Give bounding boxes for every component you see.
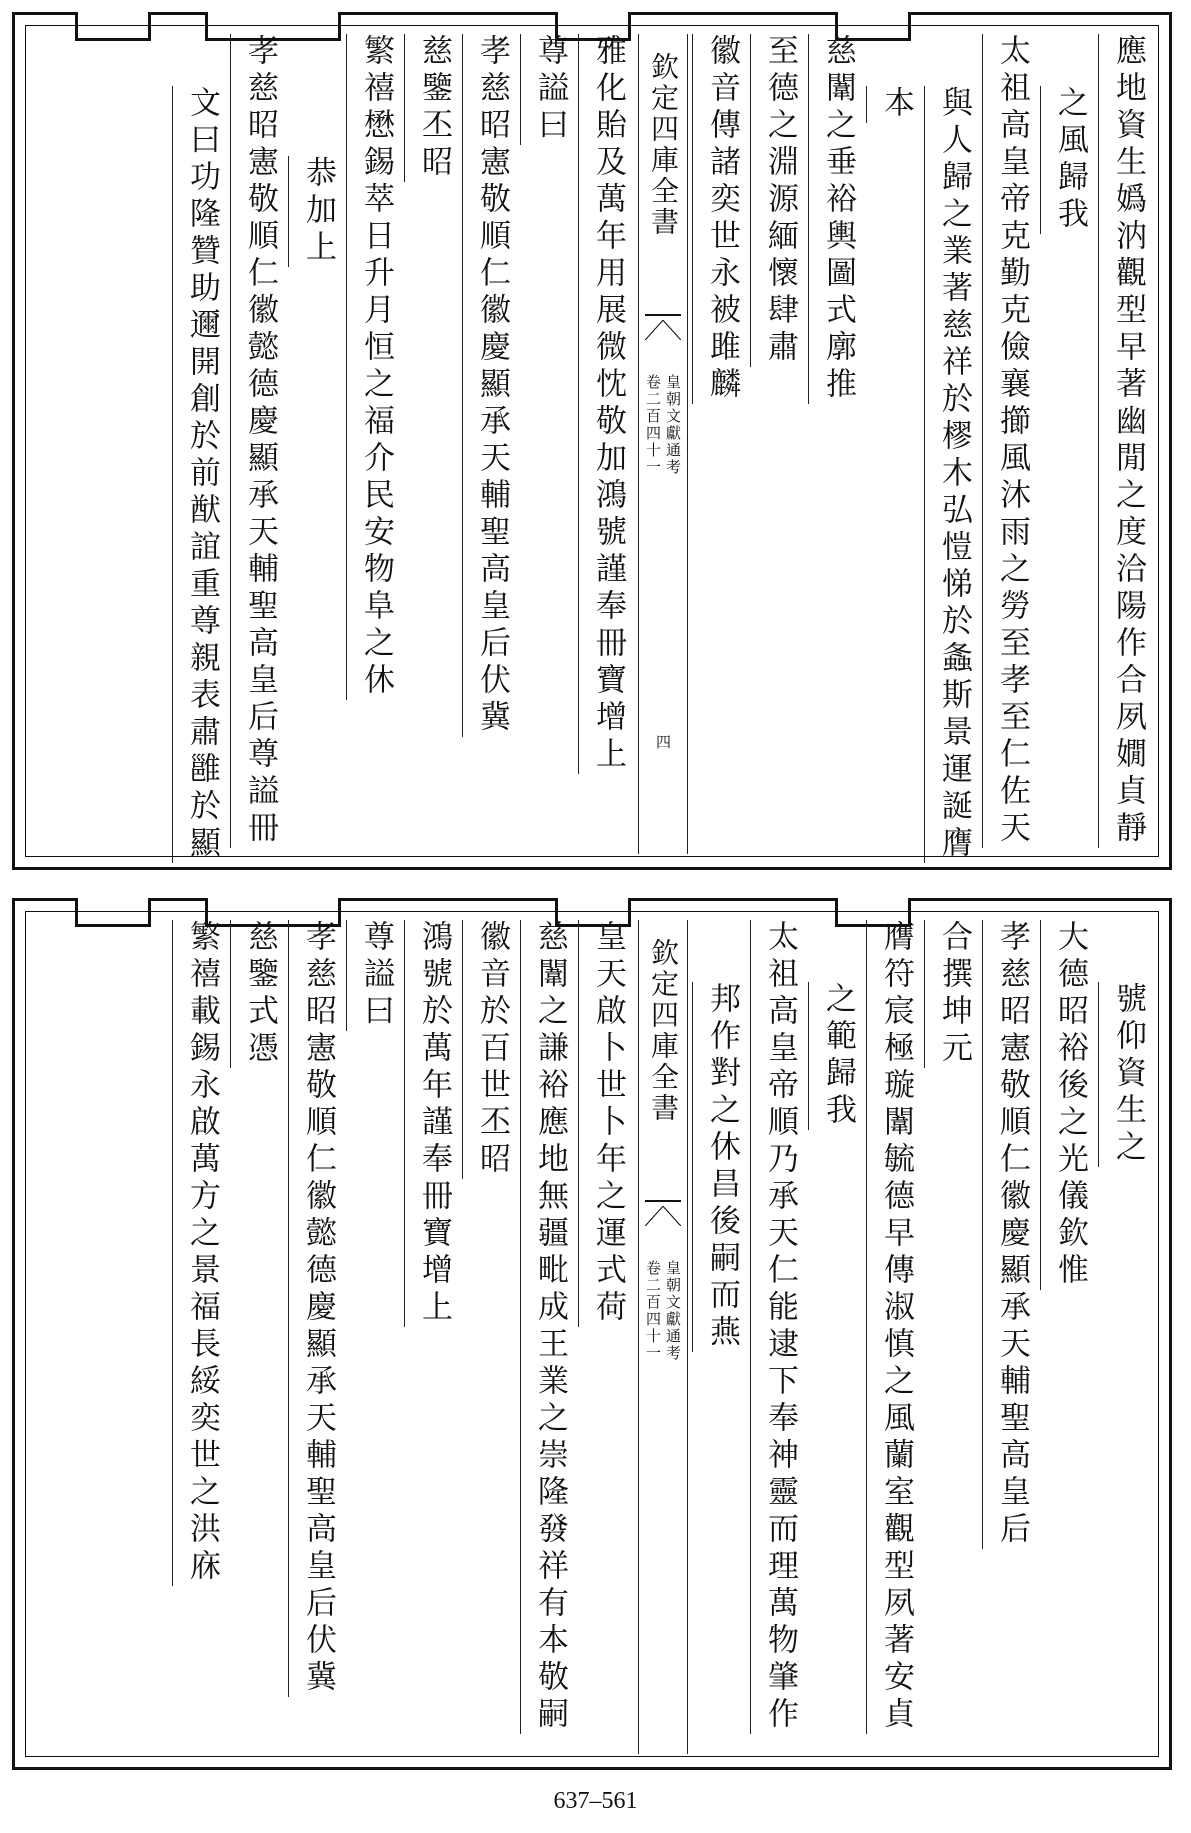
- text-column: [578, 920, 636, 1327]
- column-text: 尊謚曰: [532, 34, 568, 145]
- text-frame: [25, 25, 1159, 863]
- fold-column: [638, 34, 688, 854]
- column-text: 應地資生嬀汭觀型早著幽閒之度洽陽作合夙嫺貞靜: [1110, 34, 1146, 848]
- fish-tail-mark: [645, 314, 681, 356]
- text-column: [230, 920, 288, 1068]
- column-text: 恭加上: [300, 156, 336, 267]
- column-text: 合撰坤元: [936, 920, 972, 1068]
- text-column: [1098, 34, 1156, 848]
- column-text: 鴻號於萬年謹奉冊寶增上: [416, 920, 452, 1327]
- column-text: 膺符宸極璇闈毓德早傳淑慎之風蘭室觀型夙著安貞: [878, 920, 914, 1734]
- book-title: 欽定四庫全書: [647, 52, 680, 238]
- section-title: 皇朝文獻通考: [664, 374, 682, 476]
- book-title: 欽定四庫全書: [647, 938, 680, 1124]
- text-column: [1040, 86, 1098, 234]
- column-text: 太祖高皇帝克勤克儉襄擳風沐雨之勞至孝至仁佐天: [994, 34, 1030, 848]
- text-column: [172, 920, 230, 1586]
- text-column: [982, 34, 1040, 848]
- text-column: [288, 156, 346, 267]
- text-frame: [25, 911, 1159, 1757]
- text-column: [924, 920, 982, 1068]
- text-column: [808, 34, 866, 404]
- text-column: [288, 920, 346, 1697]
- text-column: [750, 34, 808, 367]
- column-text: 尊謚曰: [358, 920, 394, 1031]
- section-title: 皇朝文獻通考: [664, 1260, 682, 1362]
- text-column: [1040, 920, 1098, 1290]
- column-text: 與人歸之業著慈祥於樛木弘愷悌於螽斯景運誕膺: [936, 86, 972, 863]
- column-text: 徽音傳諸奕世永被雎麟: [704, 34, 740, 404]
- column-text: 之範歸我: [820, 982, 856, 1130]
- text-column: [866, 920, 924, 1734]
- column-text: 大德昭裕後之光儀欽惟: [1052, 920, 1088, 1290]
- column-text: 至德之淵源緬懷肆肅: [762, 34, 798, 367]
- text-column: [404, 920, 462, 1327]
- column-text: 雅化貽及萬年用展微忱敬加鴻號謹奉冊寶增上: [590, 34, 626, 774]
- text-column: [230, 34, 288, 848]
- page-number: 四: [654, 734, 672, 749]
- top-page: [12, 12, 1172, 870]
- text-column: [520, 34, 578, 145]
- column-text: 皇天啟卜世卜年之運式荷: [590, 920, 626, 1327]
- text-column: [924, 86, 982, 863]
- column-text: 孝慈昭憲敬順仁徽懿德慶顯承天輔聖高皇后伏冀: [300, 920, 336, 1697]
- page-footer-number: 637–561: [553, 1788, 638, 1814]
- column-text: 慈闈之謙裕應地無疆毗成王業之崇隆發祥有本敬嗣: [532, 920, 568, 1734]
- text-column: [578, 34, 636, 774]
- text-column: [346, 34, 404, 700]
- column-text: 之風歸我: [1052, 86, 1088, 234]
- text-column: [404, 34, 462, 182]
- column-text: 慈鑒式憑: [242, 920, 278, 1068]
- fish-tail-mark: [645, 1200, 681, 1242]
- column-text: 孝慈昭憲敬順仁徽懿德慶顯承天輔聖高皇后尊謚冊: [242, 34, 278, 848]
- column-text: 本: [878, 86, 914, 123]
- text-column: [866, 86, 924, 123]
- column-text: 孝慈昭憲敬順仁徽慶顯承天輔聖高皇后: [994, 920, 1030, 1549]
- text-column: [808, 982, 866, 1130]
- volume-label: 卷二百四十一: [644, 374, 662, 476]
- column-text: 太祖高皇帝順乃承天仁能逮下奉神靈而理萬物肇作: [762, 920, 798, 1734]
- text-column: [1098, 982, 1156, 1167]
- fold-column: [638, 920, 688, 1754]
- text-column: [692, 982, 750, 1352]
- bottom-page: [12, 898, 1172, 1770]
- column-text: 慈鑒丕昭: [416, 34, 452, 182]
- column-text: 繁禧載錫永啟萬方之景福長綏奕世之洪庥: [184, 920, 220, 1586]
- text-column: [982, 920, 1040, 1549]
- text-column: [172, 86, 230, 863]
- column-text: 慈闈之垂裕輿圖式廓推: [820, 34, 856, 404]
- text-column: [692, 34, 750, 404]
- text-column: [462, 920, 520, 1179]
- text-column: [346, 920, 404, 1031]
- column-text: 邦作對之休昌後嗣而燕: [704, 982, 740, 1352]
- volume-label: 卷二百四十一: [644, 1260, 662, 1362]
- text-column: [520, 920, 578, 1734]
- column-text: 孝慈昭憲敬順仁徽慶顯承天輔聖高皇后伏冀: [474, 34, 510, 737]
- column-text: 文曰功隆贊助邇開創於前猷誼重尊親表肅雝於顯: [184, 86, 220, 863]
- text-column: [462, 34, 520, 737]
- column-text: 繁禧懋錫萃日升月恒之福介民安物阜之休: [358, 34, 394, 700]
- column-text: 徽音於百世丕昭: [474, 920, 510, 1179]
- column-text: 號仰資生之: [1110, 982, 1146, 1167]
- text-column: [750, 920, 808, 1734]
